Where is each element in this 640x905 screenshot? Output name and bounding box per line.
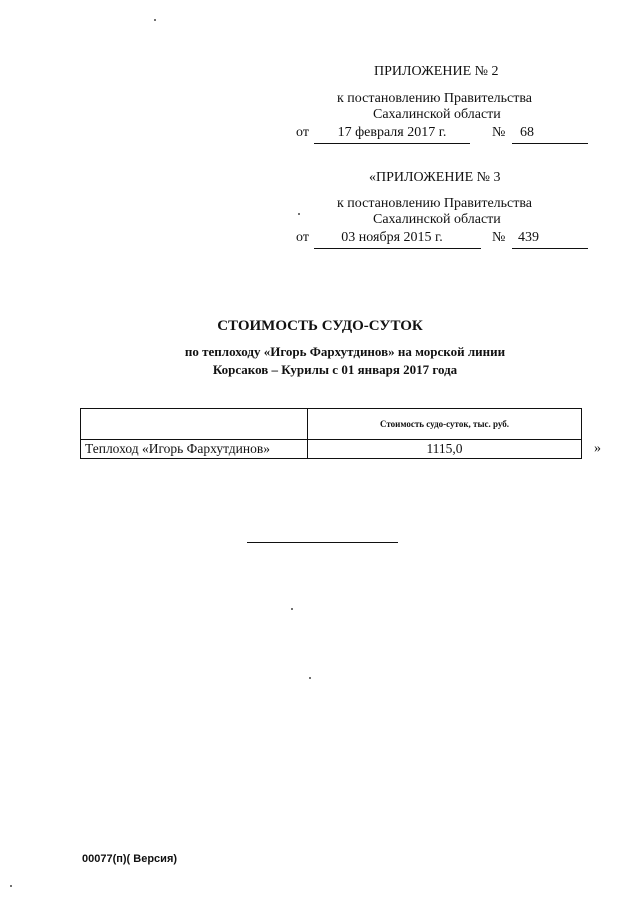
closing-quote: »: [594, 441, 601, 456]
appendix-3-from-label: от: [296, 230, 309, 245]
appendix-2-title: ПРИЛОЖЕНИЕ № 2: [374, 64, 499, 79]
appendix-3-number-label: №: [492, 230, 506, 245]
appendix-3-line2: Сахалинской области: [373, 212, 501, 227]
table-cell-vessel: Теплоход «Игорь Фархутдинов»: [81, 440, 308, 459]
appendix-3-line1: к постановлению Правительства: [337, 196, 533, 211]
separator-line: [247, 542, 398, 543]
table-header-row: [81, 409, 582, 440]
document-subtitle-2: Корсаков – Курилы с 01 января 2017 года: [212, 362, 458, 377]
appendix-2-number: 68: [520, 125, 534, 140]
appendix-2-line2: Сахалинской области: [373, 107, 501, 122]
table-header-name: [81, 409, 308, 440]
scan-speck: [298, 213, 300, 215]
appendix-3-date: 03 ноября 2015 г.: [341, 230, 443, 245]
table-row: [81, 440, 582, 459]
footer-code: 00077(п)( Версия): [82, 853, 178, 865]
appendix-2-line1: к постановлению Правительства: [337, 91, 533, 106]
appendix-3-title: «ПРИЛОЖЕНИЕ № 3: [369, 170, 501, 185]
scan-speck: [154, 19, 156, 21]
cost-table: [80, 408, 582, 459]
appendix-3-number: 439: [518, 230, 539, 245]
table-cell-cost: 1115,0: [308, 440, 582, 459]
table-header-cost: Стоимость судо-суток, тыс. руб.: [308, 409, 582, 440]
appendix-2-number-label: №: [492, 125, 506, 140]
scan-speck: [309, 677, 311, 679]
appendix-2-from-label: от: [296, 125, 309, 140]
scan-speck: [10, 885, 12, 887]
document-title: СТОИМОСТЬ СУДО-СУТОК: [217, 318, 423, 334]
document-subtitle-1: по теплоходу «Игорь Фархутдинов» на морской линии: [184, 344, 506, 359]
scan-speck: [291, 608, 293, 610]
appendix-2-date: 17 февраля 2017 г.: [337, 125, 447, 140]
